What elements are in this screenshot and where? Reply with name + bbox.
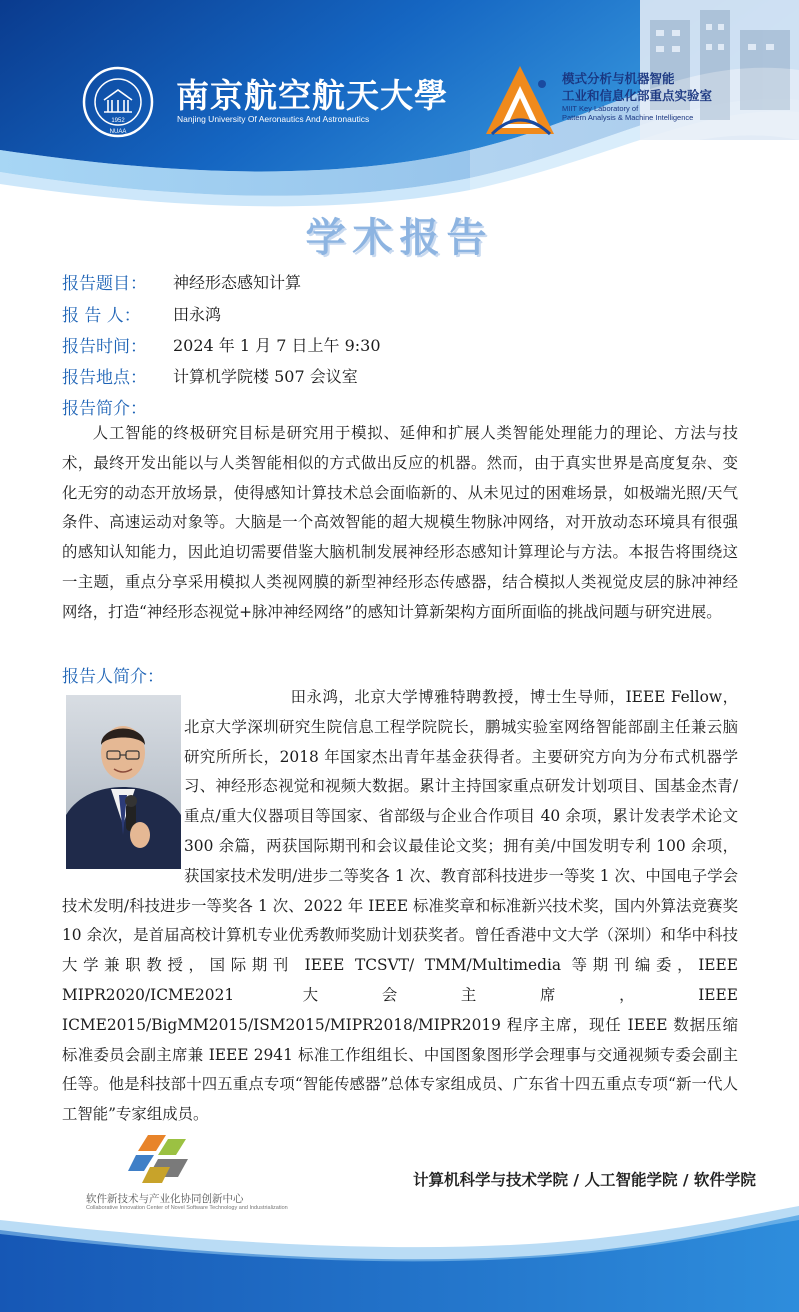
place-value: 计算机学院楼 507 会议室 — [173, 367, 358, 386]
university-name-en: Nanjing University Of Aeronautics And Astronautics — [177, 114, 370, 124]
bio-label: 报告人简介： — [62, 667, 164, 687]
lab-name-line1: 模式分析与机器智能 — [562, 71, 675, 86]
topic-value: 神经形态感知计算 — [173, 273, 302, 292]
time-value: 2024 年 1 月 7 日上午 9:30 — [173, 336, 381, 355]
page-title: 学术报告 — [305, 215, 494, 261]
bio-text: 田永鸿，北京大学博雅特聘教授，博士生导师，IEEE Fellow，北京大学深圳研究生院信息工程学院院长，鹏城实验室网络智能部副主任兼云脑研究所所长，2018 年国家杰出青年基金获得者。主要研究方向为分布式机器学习、神经形态视觉和视频大数据。累计主持国家重点研发计划项目、国基金杰青/重点/重大仪器项目等国家、省部级与企业合作项目 40 余项，累计发表学术论文 300 余篇，两获国际期刊和会议最佳论文奖；拥有美/中国发明专利 100 余项，获国家技术发明/进步二等奖各 1 次、教育部科技进步一等奖 1 次、中国电子学会技术发明/科技进步一等奖各 1 次、2022 年 IEEE 标准奖章和标准新兴技术奖，国内外算法竞赛奖 10 余次，是首届高校计算机专业优秀教师奖励计划获奖者。曾任香港中文大学（深圳）和华中科技大学兼职教授，国际期刊 IEEE TCSVT/ TMM/Multimedia 等期刊编委，IEEE MIPR2020/ICME2021 大会主席，IEEE ICME2015/BigMM2015/ISM2015/MIPR2018/MIPR2019 程序主席，现任 IEEE 数据压缩标准委员会副主席兼 IEEE 2941 标准工作组组长、中国图象图形学会理事与交通视频专委会副主任等。他是科技部十四五重点专项“智能传感器”总体专家组成员、广东省十四五重点专项“新一代人工智能”专家组成员。 — [62, 688, 738, 1124]
lab-logo — [484, 64, 556, 136]
nuaa-seal-logo — [82, 66, 154, 138]
time-label: 报告时间： — [62, 337, 147, 357]
footer-background — [0, 1120, 799, 1312]
lab-name-en-line1: MIIT Key Laboratory of — [562, 104, 639, 113]
lab-name-en-line2: Pattern Analysis & Machine Intelligence — [562, 113, 694, 122]
bio-text-block — [62, 683, 738, 1130]
place-label: 报告地点： — [62, 368, 147, 388]
speaker-value: 田永鸿 — [173, 305, 222, 324]
abstract-label: 报告简介： — [62, 399, 147, 419]
svg-text:1952: 1952 — [111, 118, 125, 124]
svg-text:NUAA: NUAA — [109, 129, 127, 135]
header-banner — [0, 0, 799, 215]
collaborative-center-name-cn: 软件新技术与产业化协同创新中心 — [86, 1193, 244, 1205]
school-names: 计算机科学与技术学院 / 人工智能学院 / 软件学院 — [413, 1171, 756, 1189]
university-name-cn: 南京航空航天大學 — [176, 76, 448, 115]
photo-spacer — [62, 683, 184, 888]
abstract-text: 人工智能的终极研究目标是研究用于模拟、延伸和扩展人类智能处理能力的理论、方法与技术，最终开发出能以与人类智能相似的方式做出反应的机器。然而，由于真实世界是高度复杂、变化无穷的动态开放场景，使得感知计算技术总会面临新的、从未见过的困难场景，如极端光照/天气条件、高速运动对象等。大脑是一个高效智能的超大规模生物脉冲网络，对开放动态环境具有很强的感知认知能力，因此迫切需要借鉴大脑机制发展神经形态感知计算理论与方法。本报告将围绕这一主题，重点分享采用模拟人类视网膜的新型神经形态传感器，结合模拟人类视觉皮层的脉冲神经网络，打造“神经形态视觉+脉冲神经网络”的感知计算新架构方面所面临的挑战问题与研究进展。 — [62, 424, 738, 621]
collaborative-center-name-en: Collaborative Innovation Center of Novel Software Technology and Industrialization — [86, 1205, 288, 1211]
topic-label: 报告题目： — [62, 274, 147, 294]
lab-name-line2: 工业和信息化部重点实验室 — [562, 88, 713, 103]
speaker-label: 报 告 人： — [62, 306, 141, 326]
collaborative-center-logo — [128, 1133, 194, 1187]
